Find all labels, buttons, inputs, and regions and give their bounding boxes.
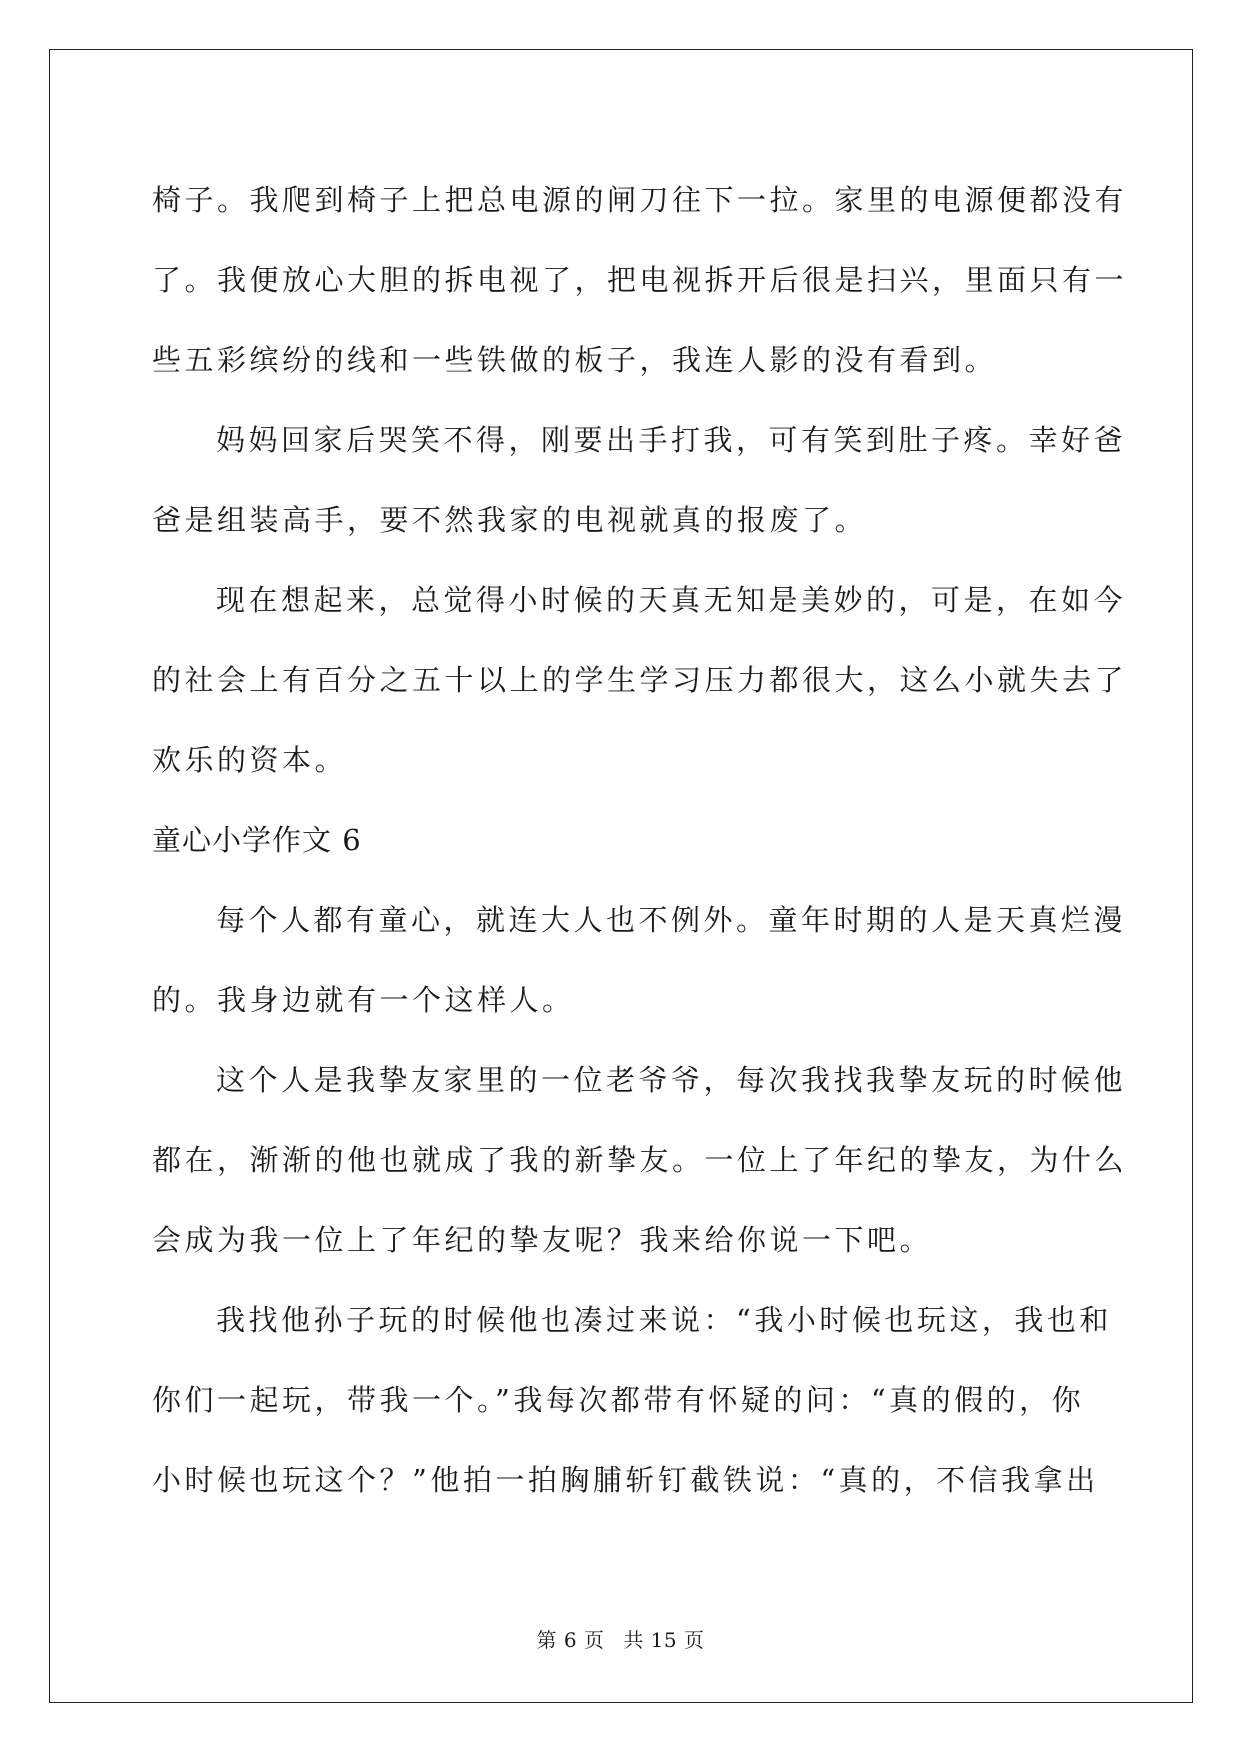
text-line: 些五彩缤纷的线和一些铁做的板子，我连人影的没有看到。 xyxy=(152,343,998,377)
text-line: 了。我便放心大胆的拆电视了，把电视拆开后很是扫兴，里面只有一 xyxy=(152,263,1128,297)
text-line: 现在想起来，总觉得小时候的天真无知是美妙的，可是，在如今 xyxy=(216,583,1127,617)
page-total: 共 15 页 xyxy=(623,1628,705,1652)
text-line: 椅子。我爬到椅子上把总电源的闸刀往下一拉。家里的电源便都没有 xyxy=(152,183,1128,217)
text-line: 小时候也玩这个？”他拍一拍胸脯斩钉截铁说：“真的，不信我拿出 xyxy=(152,1463,1099,1497)
text-line: 每个人都有童心，就连大人也不例外。童年时期的人是天真烂漫 xyxy=(216,903,1127,937)
text-line: 我找他孙子玩的时候他也凑过来说：“我小时候也玩这，我也和 xyxy=(216,1303,1112,1337)
page-number: 第 6 页 xyxy=(536,1628,605,1652)
document-body xyxy=(152,160,1128,1520)
text-line: 爸是组装高手，要不然我家的电视就真的报废了。 xyxy=(152,503,868,537)
section-heading: 童心小学作文 6 xyxy=(152,823,362,857)
text-line: 的社会上有百分之五十以上的学生学习压力都很大，这么小就失去了 xyxy=(152,663,1128,697)
page-footer xyxy=(0,1624,1241,1653)
text-line: 欢乐的资本。 xyxy=(152,743,348,777)
text-line: 你们一起玩，带我一个。”我每次都带有怀疑的问：“真的假的，你 xyxy=(152,1383,1085,1417)
text-line: 妈妈回家后哭笑不得，刚要出手打我，可有笑到肚子疼。幸好爸 xyxy=(216,423,1127,457)
text-line: 都在，渐渐的他也就成了我的新挚友。一位上了年纪的挚友，为什么 xyxy=(152,1143,1128,1177)
text-line: 的。我身边就有一个这样人。 xyxy=(152,983,575,1017)
text-line: 这个人是我挚友家里的一位老爷爷，每次我找我挚友玩的时候他 xyxy=(216,1063,1127,1097)
text-line: 会成为我一位上了年纪的挚友呢？我来给你说一下吧。 xyxy=(152,1223,933,1257)
